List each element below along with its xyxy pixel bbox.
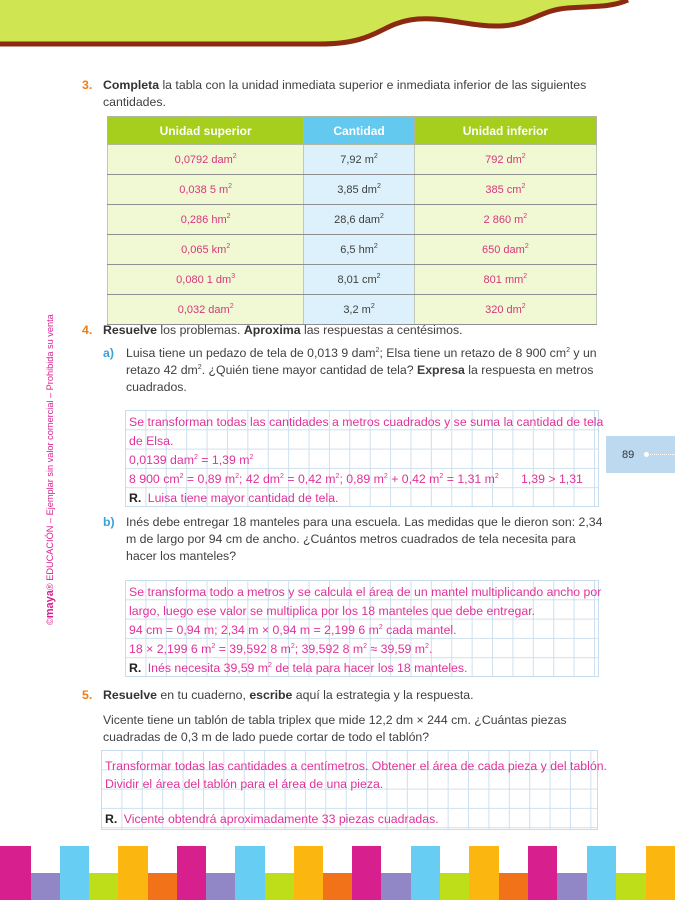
table-row xyxy=(108,265,597,295)
table-row xyxy=(108,205,597,235)
exponent: 2 xyxy=(376,272,381,280)
exponent: 2 xyxy=(380,212,384,220)
cell-cantidad xyxy=(304,145,414,175)
problem-4a xyxy=(103,345,603,396)
value: 0,038 5 m xyxy=(179,183,229,196)
answer-line xyxy=(129,621,457,640)
text: Luisa tiene mayor cantidad de tela. xyxy=(144,491,339,505)
answer-line: de Elsa. xyxy=(129,434,174,448)
exponent: 2 xyxy=(521,182,526,190)
text: ; 42 dm xyxy=(239,472,281,486)
instruction-verb: escribe xyxy=(249,688,293,702)
cell-cantidad xyxy=(304,295,414,325)
answer-line xyxy=(129,470,499,489)
exponent: 2 xyxy=(249,454,254,461)
instruction-text: aquí la estrategia y la respuesta. xyxy=(292,688,474,702)
exponent: 3 xyxy=(231,272,236,280)
value: 8,01 cm xyxy=(337,273,377,286)
problem-4b xyxy=(103,514,603,565)
value: 3,2 m xyxy=(343,303,371,316)
instruction-verb: Resuelve xyxy=(103,323,158,337)
answer-response xyxy=(129,489,338,508)
problem-letter: a) xyxy=(103,346,114,360)
table-row xyxy=(108,175,597,205)
footer-color-bars-decoration xyxy=(0,846,675,900)
table-row xyxy=(108,145,597,175)
cell-cantidad xyxy=(304,265,414,295)
exponent: 2 xyxy=(235,473,240,480)
exponent: 2 xyxy=(373,152,378,160)
answer-line: Transformar todas las cantidades a centímetros. Obtener el área de cada pieza y del tablón. xyxy=(105,759,607,773)
text: = 39,592 8 m xyxy=(215,642,291,656)
copyright-symbol: © xyxy=(45,618,55,625)
cell-inferior xyxy=(414,145,596,175)
cell-inferior xyxy=(414,265,596,295)
exponent: 2 xyxy=(268,662,272,669)
exponent: 2 xyxy=(370,302,375,310)
text: cada mantel. xyxy=(382,623,457,637)
question-5-text xyxy=(103,687,602,704)
exponent: 2 xyxy=(232,152,237,160)
exponent: 2 xyxy=(383,473,388,480)
cell-superior xyxy=(108,265,304,295)
exponent: 2 xyxy=(521,152,526,160)
text: . xyxy=(428,642,433,656)
units-table xyxy=(107,116,597,325)
question-number: 3. xyxy=(82,78,93,92)
dotted-leader xyxy=(650,454,675,455)
text: = 0,89 m xyxy=(183,472,236,486)
text: 18 × 2,199 6 m xyxy=(129,642,212,656)
value: 3,85 dm xyxy=(337,183,377,196)
exponent: 2 xyxy=(566,347,570,354)
table-row xyxy=(108,295,597,325)
instruction-text: en tu cuaderno, xyxy=(157,688,250,702)
text: Vicente obtendrá aproximadamente 33 piezas cuadradas. xyxy=(120,812,439,826)
instruction-text: los problemas. xyxy=(157,323,244,337)
cell-inferior xyxy=(414,205,596,235)
answer-line: largo, luego ese valor se multiplica por los 18 manteles que debe entregar. xyxy=(129,604,536,618)
header-unidad-inferior: Unidad inferior xyxy=(414,117,596,145)
exponent: 2 xyxy=(229,302,234,310)
question-4-text xyxy=(103,322,602,339)
exponent: 2 xyxy=(211,643,216,650)
value: 6,5 hm xyxy=(340,243,374,256)
instruction-text: la tabla con la unidad inmediata superior e inmediata inferior de las siguientes cantidades. xyxy=(103,78,587,109)
value: 650 dam xyxy=(482,243,525,256)
value: 385 cm xyxy=(485,183,522,196)
question-4 xyxy=(82,322,602,339)
exponent: 2 xyxy=(373,242,378,250)
answer-line xyxy=(129,640,432,659)
problem-4a-text xyxy=(126,345,603,396)
exponent: 2 xyxy=(290,643,295,650)
exponent: 2 xyxy=(375,347,380,354)
cell-superior xyxy=(108,235,304,265)
value: 28,6 dam xyxy=(334,213,381,226)
exponent: 2 xyxy=(197,364,202,371)
question-number: 5. xyxy=(82,688,93,702)
value: 7,92 m xyxy=(340,153,374,166)
header-cantidad: Cantidad xyxy=(304,117,414,145)
text: Inés necesita 39,59 m xyxy=(144,661,269,675)
question-5 xyxy=(82,687,602,704)
answer-line xyxy=(129,451,253,470)
answer-response xyxy=(129,659,467,678)
header-wave-decoration xyxy=(0,0,675,50)
value: 0,080 1 dm xyxy=(176,273,232,286)
cell-superior xyxy=(108,145,304,175)
answer-response xyxy=(105,810,439,829)
value: 0,065 km xyxy=(181,243,227,256)
table-row xyxy=(108,235,597,265)
text: Luisa tiene un pedazo de tela de 0,013 9 dam xyxy=(126,346,376,360)
text: de tela para hacer los 18 manteles. xyxy=(271,661,468,675)
table-header-row xyxy=(108,117,597,145)
problem-5-text: Vicente tiene un tablón de tabla triplex que mide 12,2 dm × 244 cm. ¿Cuántas piezas cuadradas de 0,3 m de lado puede cortar de todo el tablón? xyxy=(103,713,567,744)
exponent: 2 xyxy=(523,272,528,280)
answer-line: Dividir el área del tablón para el área de una pieza. xyxy=(105,777,384,791)
value: 0,286 hm xyxy=(180,213,227,226)
brand-logo: maya xyxy=(44,590,56,619)
cell-cantidad xyxy=(304,205,414,235)
exponent: 2 xyxy=(226,242,231,250)
problem-5 xyxy=(103,712,603,746)
exponent: 2 xyxy=(521,302,526,310)
page-dot-icon xyxy=(644,452,649,457)
text: . ¿Quién tiene mayor cantidad de tela? xyxy=(201,363,418,377)
cell-superior xyxy=(108,295,304,325)
question-3-text xyxy=(103,77,602,111)
value: 2 860 m xyxy=(483,213,524,226)
text: = 0,42 m xyxy=(283,472,336,486)
question-3 xyxy=(82,77,602,111)
instruction-verb: Completa xyxy=(103,78,160,92)
exponent: 2 xyxy=(376,182,381,190)
text: 8 900 cm xyxy=(129,472,180,486)
instruction-verb: Resuelve xyxy=(103,688,158,702)
exponent: 2 xyxy=(439,473,444,480)
response-label: R. xyxy=(129,661,142,675)
problem-4b-text: Inés debe entregar 18 manteles para una escuela. Las medidas que le dieron son: 2,34 m de largo por 94 cm de ancho. ¿Cuántos metros cuadrados de tela necesita para hacer los manteles? xyxy=(126,515,603,563)
value: 792 dm xyxy=(485,153,522,166)
page-number-tab xyxy=(606,436,675,473)
exponent: 2 xyxy=(494,473,499,480)
text: la respuesta en metros cuadrados. xyxy=(126,363,594,394)
exponent: 2 xyxy=(363,643,368,650)
answer-grid-4a xyxy=(125,410,604,507)
exponent: 2 xyxy=(280,473,284,480)
answer-grid-4b xyxy=(125,580,602,677)
exponent: 2 xyxy=(226,212,231,220)
value: 801 mm xyxy=(483,273,524,286)
text: ; 39,592 8 m xyxy=(294,642,364,656)
answer-line: Se transforma todo a metros y se calcula el área de un mantel multiplicando ancho por xyxy=(129,585,602,599)
exponent: 2 xyxy=(378,624,383,631)
answer-grid-5 xyxy=(101,750,607,830)
text: ; 0,89 m xyxy=(339,472,384,486)
value: 0,032 dam xyxy=(177,303,230,316)
cell-inferior xyxy=(414,235,596,265)
text: ; Elsa tiene un retazo de 8 900 cm xyxy=(379,346,567,360)
instruction-verb: Aproxima xyxy=(243,323,301,337)
text: = 1,39 m xyxy=(197,453,250,467)
cell-inferior xyxy=(414,175,596,205)
problem-letter: b) xyxy=(103,515,115,529)
text: = 1,31 m xyxy=(443,472,495,486)
text: ≈ 39,59 m xyxy=(367,642,426,656)
answer-comparison: 1,39 > 1,31 xyxy=(521,472,583,486)
exponent: 2 xyxy=(425,643,429,650)
value: 320 dm xyxy=(485,303,522,316)
exponent: 2 xyxy=(193,454,198,461)
response-label: R. xyxy=(129,491,142,505)
cell-cantidad xyxy=(304,235,414,265)
exponent: 2 xyxy=(179,473,184,480)
instruction-text: las respuestas a centésimos. xyxy=(300,323,463,337)
cell-superior xyxy=(108,205,304,235)
exponent: 2 xyxy=(335,473,340,480)
text: 0,0139 dam xyxy=(129,453,194,467)
response-label: R. xyxy=(105,812,118,826)
side-copyright-credit xyxy=(44,285,56,625)
header-unidad-superior: Unidad superior xyxy=(108,117,304,145)
text: + 0,42 m xyxy=(387,472,440,486)
cell-superior xyxy=(108,175,304,205)
cell-inferior xyxy=(414,295,596,325)
exponent: 2 xyxy=(228,182,233,190)
credit-text: ® EDUCACIÓN – Ejemplar sin valor comercial – Prohibida su venta xyxy=(45,314,55,591)
cell-cantidad xyxy=(304,175,414,205)
text: 94 cm = 0,94 m; 2,34 m × 0,94 m = 2,199 6 m xyxy=(129,623,379,637)
question-number: 4. xyxy=(82,323,93,337)
value: 0,0792 dam xyxy=(174,153,233,166)
instruction-verb: Expresa xyxy=(417,363,465,377)
page-number: 89 xyxy=(622,448,635,461)
text: y un retazo 42 dm xyxy=(126,346,597,377)
exponent: 2 xyxy=(524,242,529,250)
exponent: 2 xyxy=(523,212,528,220)
answer-line: Se transforman todas las cantidades a metros cuadrados y se suma la cantidad de tela xyxy=(129,415,604,429)
